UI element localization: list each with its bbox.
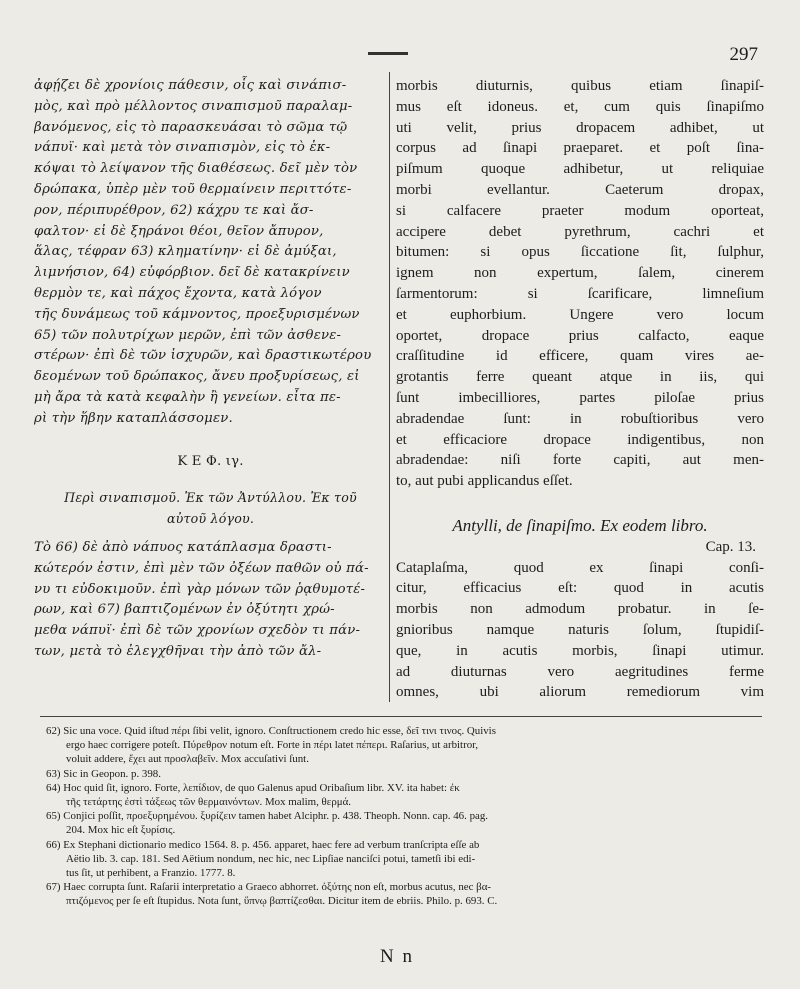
text-line: citur, efficacius eſt: quod in acutis: [396, 580, 764, 597]
text-line: βανόμενος, εἰς τὸ παρασκευάσαι τὸ σῶμα τῷ: [34, 119, 348, 135]
text-line: ad diuturnas vero aegritudines ferme: [396, 663, 764, 680]
text-line: gnioribus namque naturis ſolum, ſtupidiſ-: [396, 621, 764, 638]
text-line: τῆς δυνάμεως τοῦ κάμνοντος, προεξυρισμένων: [34, 306, 360, 322]
greek-column: [34, 76, 387, 663]
latin-chapter-number: Cap. 13.: [705, 538, 756, 555]
text-line: morbis non admodum probatur. in ſe-: [396, 601, 764, 618]
latin-text-bottom: [396, 558, 764, 704]
text-line: ignem non expertum, ſalem, cinerem: [396, 265, 764, 282]
text-line: 65) τῶν πολυτρίχων μερῶν, ἐπὶ τῶν ἀσθενε-: [34, 327, 342, 343]
text-line: στέρων· ἐπὶ δὲ τῶν ἰσχυρῶν, καὶ δραστικωτέρου: [34, 348, 372, 364]
text-line: si calfacere praeter modum oporteat,: [396, 202, 764, 219]
text-line: craſſitudine id efficere, quam vires ae-: [396, 348, 764, 365]
text-line: ſarmentorum: si ſcarificare, limneſium: [396, 285, 764, 302]
text-line: Περὶ σιναπισμοῦ. Ἐκ τῶν Ἀντύλλου. Ἐκ τοῦ: [64, 490, 357, 506]
text-line: θερμὸν τε, καὶ πάχος ἔχοντα, κατὰ λόγον: [34, 285, 322, 301]
footnotes-rule: [40, 716, 762, 717]
footnote-line: tus ſit, ut perhibent, a Franzio. 1777. 8.: [66, 866, 236, 879]
footnote-line: 63) Sic in Geopon. p. 398.: [46, 767, 161, 780]
text-line: Τὸ 66) δὲ ἀπὸ νάπυος κατάπλασμα δραστι-: [34, 539, 332, 555]
text-line: accipere debet pyrethrum, cachri et: [396, 223, 764, 240]
text-line: ρὶ τὴν ἥβην καταπλάσσομεν.: [34, 410, 233, 426]
latin-column: [396, 76, 764, 703]
text-line: abradendae ſunt: in robuſtioribus vero: [396, 410, 764, 427]
text-line: to, aut pubi applicandus eſſet.: [396, 473, 573, 490]
page-number: 297: [729, 44, 758, 65]
text-line: αὐτοῦ λόγου.: [166, 511, 255, 527]
text-line: mus eſt idoneus. et, cum quis ſinapiſmo: [396, 98, 764, 115]
text-line: κόψαι τὸ λείψανον τῆς διαθέσεως. δεῖ μὲν τὸν: [34, 161, 358, 177]
text-line: abradendae: niſi forte capiti, aut men-: [396, 452, 764, 469]
text-line: oportet, dropace prius calfacto, eaque: [396, 327, 764, 344]
text-line: λιμνήσιον, 64) εὐφόρβιον. δεῖ δὲ κατακρίνειν: [34, 265, 350, 281]
footnote-line: τῆς τετάρτης ἐστὶ τάξεως τῶν θερμαινόντων. Mox malim, θερμά.: [66, 795, 352, 808]
text-line: μὴ ἄρα τὰ κατὰ κεφαλὴν ἢ γενείων. εἶτα πε-: [34, 389, 341, 405]
greek-text-top: [34, 76, 387, 430]
text-line: grotantis ferre queant atque in iis, qui: [396, 369, 764, 386]
footnote-line: 66) Ex Stephani dictionario medico 1564. 8. p. 456. apparet, haec fere ad verbum tranſcripta eſſe ab: [46, 838, 480, 851]
footnote-line: Aëtio lib. 3. cap. 181. Sed Aëtium nondum, nec hic, nec Lipſiae nanciſci potui, tametſi ibi edi-: [66, 852, 476, 865]
text-line: κώτερόν ἐστιν, ἐπὶ μὲν τῶν ὀξέων παθῶν οὐ πά-: [34, 560, 369, 576]
footnote-line: 65) Conjici poſſit, προεξυρημένου. ξυρίζειν tamen habet Alciphr. p. 438. Theoph. Nonn. cap. 46. pag.: [46, 810, 489, 823]
text-line: μεθα νάπυϊ· ἐπὶ δὲ τῶν χρονίων σχεδὸν τι πάν-: [34, 623, 361, 639]
greek-text-bottom: [34, 538, 387, 663]
text-line: Cataplaſma, quod ex ſinapi conſi-: [396, 559, 764, 576]
text-line: ἅλας, τέφραν 63) κληματίνην· εἰ δὲ ἀμύξαι,: [34, 244, 337, 260]
text-line: et efficaciore dropace indigentibus, non: [396, 431, 764, 448]
text-line: ſunt imbecilliores, partes piloſae prius: [396, 389, 764, 406]
text-line: νάπυϊ· καὶ μετὰ τὸν σιναπισμὸν, εἰς τὸ ἐκ-: [34, 140, 331, 156]
signature-mark: N n: [380, 946, 414, 967]
latin-chapter-title: Antylli, de ſinapiſmo. Ex eodem libro.: [452, 515, 708, 535]
text-line: bitumen: si opus ſiccatione ſit, ſulphur,: [396, 244, 764, 261]
text-line: νυ τι εὐδοκιμοῦν. ἐπὶ γὰρ μόνων τῶν ῥᾳθυμοτέ-: [34, 581, 366, 597]
text-line: μὸς, καὶ πρὸ μέλλοντος σιναπισμοῦ παραλαμ-: [34, 98, 353, 114]
text-line: et euphorbium. Ungere vero locum: [396, 306, 764, 323]
text-line: ἀφῄζει δὲ χρονίοις πάθεσιν, οἷς καὶ σινάπισ-: [34, 78, 347, 93]
column-divider: [389, 72, 390, 702]
text-line: morbi evellantur. Caeterum dropax,: [396, 181, 764, 198]
text-line: των, μετὰ τὸ ἐλεγχθῆναι τὴν ἀπὸ τῶν ἄλ-: [34, 643, 322, 659]
footnote-line: 67) Haec corrupta ſunt. Raſarii interpretatio a Graeco abhorret. ὀξύτης non eſt, morbus acutus, nec βα-: [46, 881, 492, 894]
text-line: δρώπακα, ὑπὲρ μὲν τοῦ θερμαίνειν περιττότε-: [34, 181, 352, 197]
header-rule: [368, 52, 408, 55]
text-line: piſmum quoque adhibetur, ut reliquiae: [396, 161, 764, 178]
footnote-line: πτιζόμενος per ſe eſt ſtupidus. Nota ſunt, ὕπνῳ βαπτίζεσθαι. Dicitur item de ebriis. Philo. p. 693. C.: [66, 895, 498, 908]
footnotes: [46, 724, 766, 908]
text-line: ρων, καὶ 67) βαπτιζομένων ἐν ὀξύτητι χρώ-: [34, 602, 335, 618]
footnote-line: ergo haec corrigere poteſt. Πύρεθρον notum eſt. Forte in πέρι latet πέπερι. Raſarius, ut arbitror,: [66, 739, 479, 752]
greek-subheading: [34, 488, 387, 530]
text-line: morbis diuturnis, quibus etiam ſinapiſ-: [396, 78, 764, 94]
footnote-line: 64) Hoc quid ſit, ignoro. Forte, λεπίδιον, de quo Galenus apud Oribaſium libr. XV. ita habet: ἐκ: [46, 781, 460, 794]
text-line: que, in acutis morbis, ſinapi utimur.: [396, 642, 764, 659]
footnote-line: voluit addere, ἔχει aut προσλαβεῖν. Mox accuſativi ſunt.: [66, 753, 309, 766]
text-line: δεομένων τοῦ δρώπακος, ἄνευ προξυρίσεως, εἰ: [34, 369, 360, 385]
text-line: omnes, ubi aliorum remediorum vim: [396, 684, 764, 701]
footnote-line: 204. Mox hic eſt ξυρίσις.: [66, 824, 176, 837]
greek-chapter-heading: Κ Ε Φ. ιγ.: [177, 453, 244, 469]
text-line: uti velit, prius dropacem adhibet, ut: [396, 119, 764, 136]
text-line: corpus ad ſinapi praeparet. et poſt ſina-: [396, 140, 764, 157]
footnote-line: 62) Sic una voce. Quid iſtud πέρι ſibi velit, ignoro. Conſtructionem credo hic esse, δεῖ τινι τινος. Quivis: [46, 725, 496, 737]
text-line: φαλτον· εἰ δὲ ξηράνοι θέοι, θεῖον ἄπυρον,: [34, 223, 324, 239]
latin-text-top: [396, 76, 764, 492]
text-line: ρον, πέριπυρέθρον, 62) κάχρυ τε καὶ ἄσ-: [34, 202, 314, 218]
